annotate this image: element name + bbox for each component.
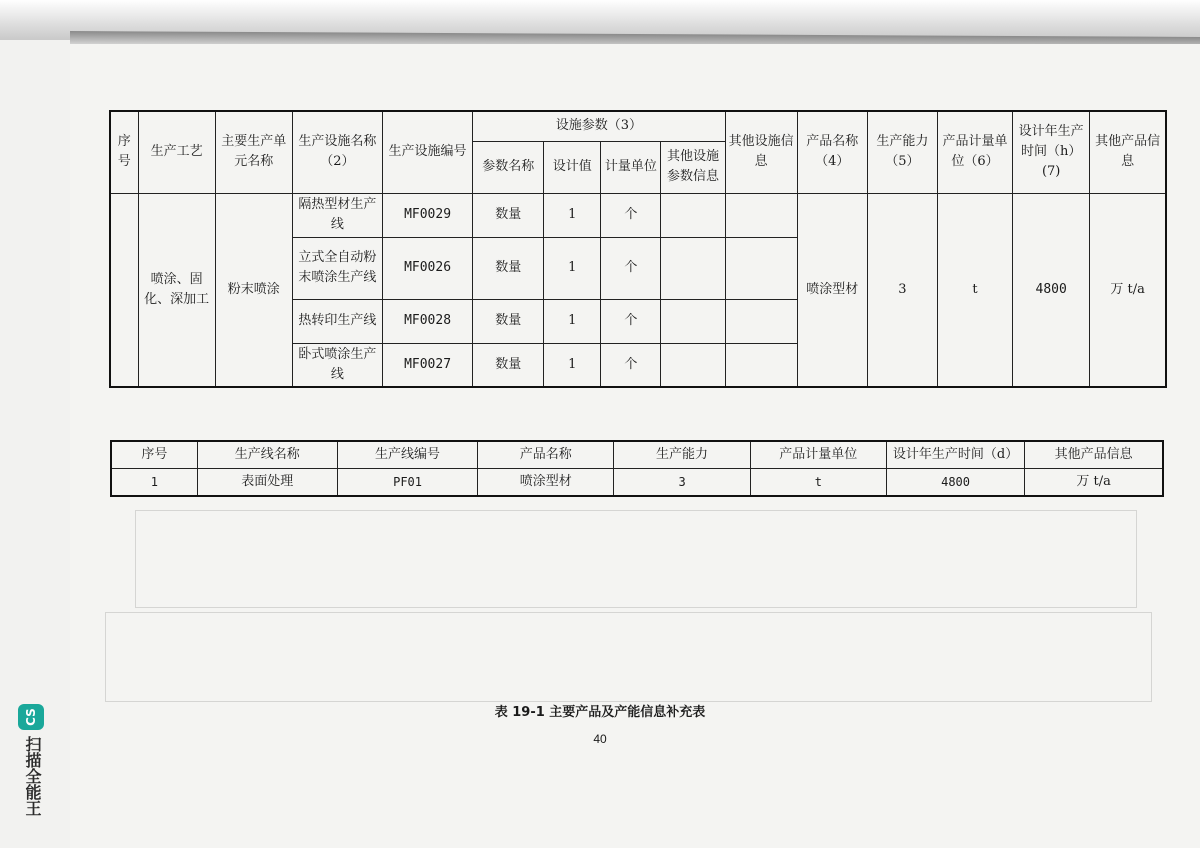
other-facility-cell (725, 343, 797, 387)
param-name-cell: 数量 (473, 193, 544, 237)
facility-code-cell: MF0029 (382, 193, 472, 237)
bleed-through-ghost (105, 612, 1152, 702)
header-params-group: 设施参数（3） (473, 111, 725, 141)
seq-cell: 1 (111, 469, 197, 497)
other-param-cell (661, 193, 725, 237)
header-capacity: 生产能力（5） (867, 111, 937, 193)
header-design-hours: 设计年生产时间（h）(7) (1013, 111, 1090, 193)
process-cell: 喷涂、固化、深加工 (138, 193, 215, 387)
production-line-table (110, 440, 1164, 497)
param-name-cell: 数量 (473, 299, 544, 343)
product-name-cell: 喷涂型材 (478, 469, 614, 497)
line-name-cell: 表面处理 (197, 469, 337, 497)
facility-name-cell: 热转印生产线 (292, 299, 382, 343)
header-capacity: 生产能力 (614, 441, 750, 469)
facility-name-cell: 立式全自动粉末喷涂生产线 (292, 237, 382, 299)
facility-name-cell: 卧式喷涂生产线 (292, 343, 382, 387)
other-product-info-cell: 万 t/a (1025, 469, 1163, 497)
header-unit: 计量单位 (601, 141, 661, 193)
header-other-param-info: 其他设施参数信息 (661, 141, 725, 193)
product-name-cell: 喷涂型材 (797, 193, 867, 387)
header-design-days: 设计年生产时间（d） (886, 441, 1024, 469)
header-other-product-info: 其他产品信息 (1090, 111, 1166, 193)
unit-cell: 个 (601, 343, 661, 387)
design-value-cell: 1 (544, 193, 601, 237)
line-code-cell: PF01 (337, 469, 477, 497)
camscanner-logo-icon: CS (18, 704, 44, 730)
facility-code-cell: MF0027 (382, 343, 472, 387)
product-unit-cell: t (750, 469, 886, 497)
param-name-cell: 数量 (473, 237, 544, 299)
other-param-cell (661, 299, 725, 343)
table-row (110, 193, 1166, 237)
other-param-cell (661, 237, 725, 299)
unit-cell: 个 (601, 237, 661, 299)
header-product-unit: 产品计量单位 (750, 441, 886, 469)
table-caption: 表 19-1 主要产品及产能信息补充表 (494, 705, 706, 720)
header-line-code: 生产线编号 (337, 441, 477, 469)
header-other-facility-info: 其他设施信息 (725, 111, 797, 193)
design-value-cell: 1 (544, 237, 601, 299)
design-value-cell: 1 (544, 343, 601, 387)
design-hours-cell: 4800 (1013, 193, 1090, 387)
header-seq: 序号 (111, 441, 197, 469)
capacity-cell: 3 (867, 193, 937, 387)
product-unit-cell: t (937, 193, 1012, 387)
header-other-product-info: 其他产品信息 (1025, 441, 1163, 469)
other-product-info-cell: 万 t/a (1090, 193, 1166, 387)
facility-name-cell: 隔热型材生产线 (292, 193, 382, 237)
header-design-value: 设计值 (544, 141, 601, 193)
header-facility-name: 生产设施名称（2） (292, 111, 382, 193)
header-line-name: 生产线名称 (197, 441, 337, 469)
header-product-name: 产品名称 (478, 441, 614, 469)
header-row (111, 441, 1163, 469)
header-param-name: 参数名称 (473, 141, 544, 193)
main-unit-cell: 粉末喷涂 (215, 193, 292, 387)
header-row (110, 111, 1166, 141)
design-days-cell: 4800 (886, 469, 1024, 497)
unit-cell: 个 (601, 299, 661, 343)
table-row (111, 469, 1163, 497)
other-facility-cell (725, 193, 797, 237)
bleed-through-ghost (135, 510, 1137, 608)
header-process: 生产工艺 (138, 111, 215, 193)
header-seq: 序号 (110, 111, 138, 193)
param-name-cell: 数量 (473, 343, 544, 387)
facility-code-cell: MF0028 (382, 299, 472, 343)
header-main-unit: 主要生产单元名称 (215, 111, 292, 193)
other-facility-cell (725, 237, 797, 299)
page-number: 40 (593, 732, 607, 746)
watermark-text: 扫描全能王 (23, 736, 42, 816)
facility-code-cell: MF0026 (382, 237, 472, 299)
facility-parameters-table (109, 110, 1167, 388)
unit-cell: 个 (601, 193, 661, 237)
header-facility-code: 生产设施编号 (382, 111, 472, 193)
header-product-unit: 产品计量单位（6） (937, 111, 1012, 193)
capacity-cell: 3 (614, 469, 750, 497)
other-param-cell (661, 343, 725, 387)
seq-cell (110, 193, 138, 387)
design-value-cell: 1 (544, 299, 601, 343)
other-facility-cell (725, 299, 797, 343)
header-product-name: 产品名称（4） (797, 111, 867, 193)
